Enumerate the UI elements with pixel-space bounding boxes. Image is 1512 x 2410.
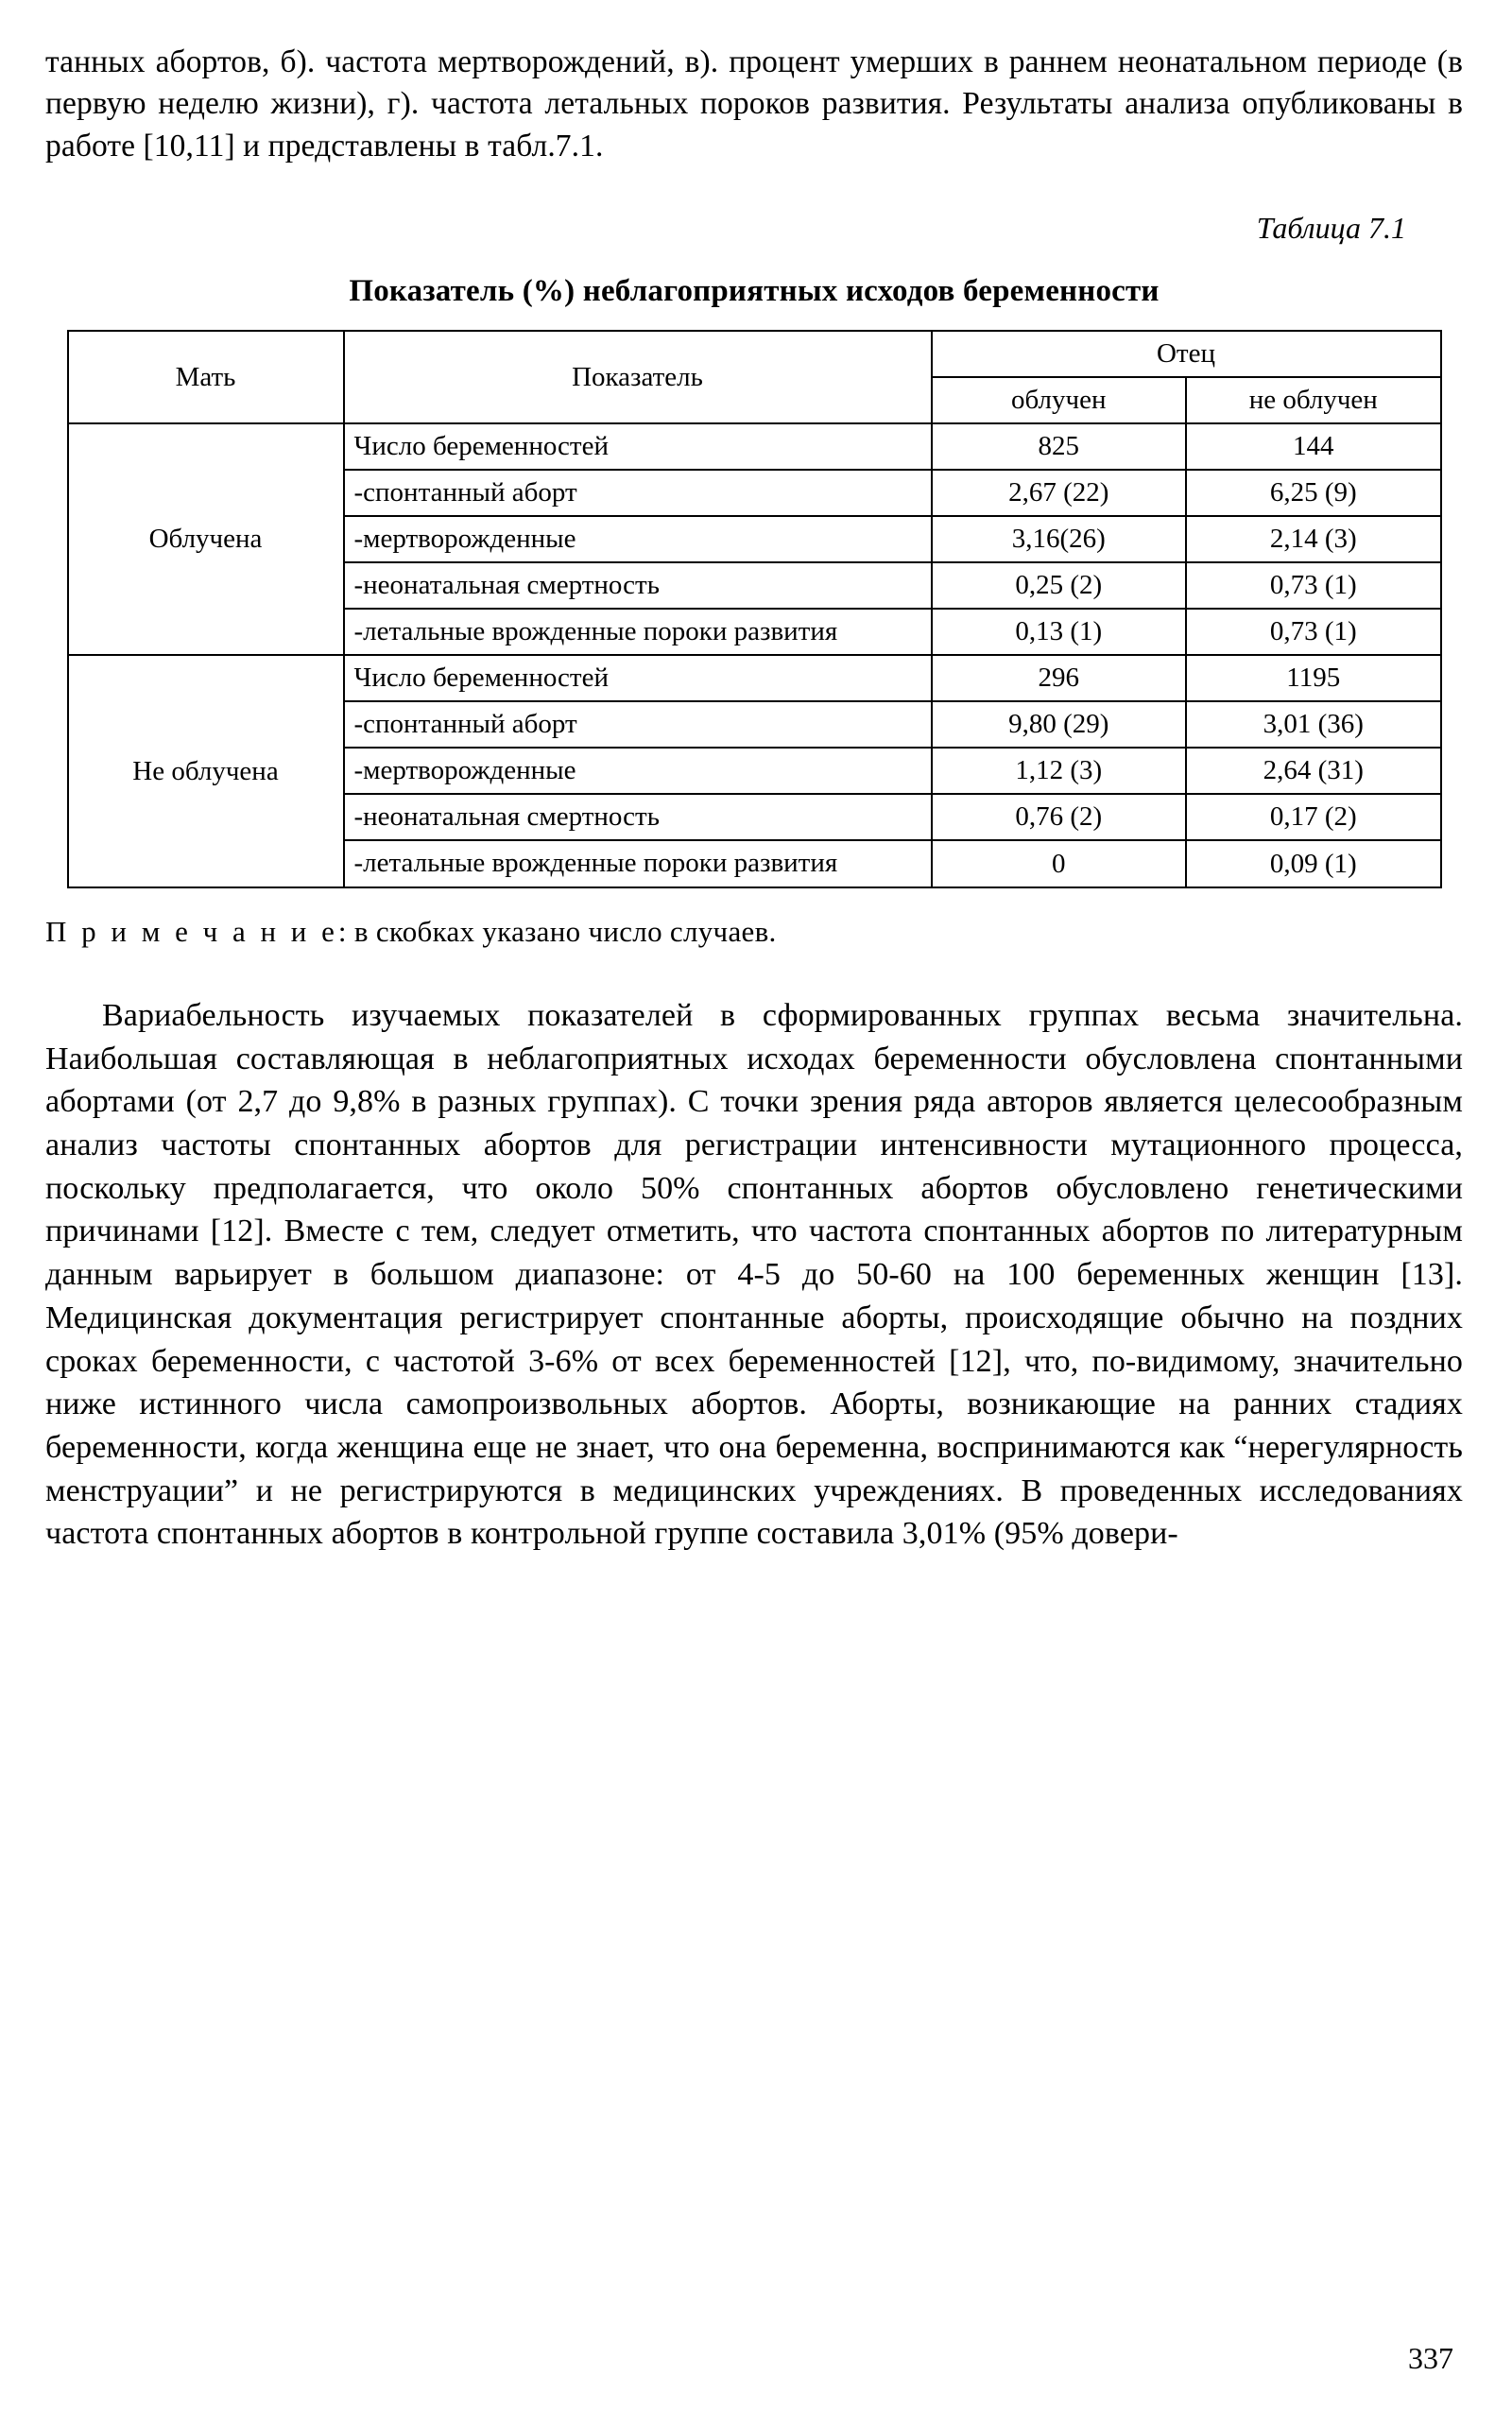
value-not-irradiated: 1195 — [1186, 655, 1441, 701]
value-not-irradiated: 2,64 (31) — [1186, 748, 1441, 794]
value-not-irradiated: 0,09 (1) — [1186, 840, 1441, 887]
value-not-irradiated: 144 — [1186, 423, 1441, 470]
indicator-cell: -мертворожденные — [344, 748, 932, 794]
body-paragraph: Вариабельность изучаемых показателей в сформированных группах весьма значительна. Наибольшая составляющая в неблагоприятных исходах беременности обусловлена спонтанными абортами (от 2,7 до 9,8% в разных группах). С точки зрения ряда авторов является целесообразным анализ частоты спонтанных абортов для регистрации интенсивности мутационного процесса, поскольку предполагается, что около 50% спонтанных абортов обусловлено генетическими причинами [12]. Вместе с тем, следует отметить, что частота спонтанных абортов по литературным данным варьирует в большом диапазоне: от 4-5 до 50-60 на 100 беременных женщин [13]. Медицинская документация регистрирует спонтанные аборты, происходящие обычно на поздних сроках беременности, с частотой 3-6% от всех беременностей [12], что, по-видимому, значительно ниже истинного числа самопроизвольных абортов. Аборты, возникающие на ранних стадиях беременности, когда женщина еще не знает, что она беременна, воспринимаются как “нерегулярность менструации” и не регистрируются в медицинских учреждениях. В проведенных исследованиях частота спонтанных абортов в контрольной группе составила 3,01% (95% довери- — [45, 997, 1463, 1552]
value-irradiated: 1,12 (3) — [932, 748, 1187, 794]
value-not-irradiated: 0,73 (1) — [1186, 562, 1441, 609]
indicator-cell: -летальные врожденные пороки развития — [344, 840, 932, 887]
table-number-label: Таблица 7.1 — [1256, 211, 1406, 246]
value-not-irradiated: 3,01 (36) — [1186, 701, 1441, 748]
table-head — [68, 331, 1441, 423]
value-not-irradiated: 2,14 (3) — [1186, 516, 1441, 562]
table-note — [45, 915, 1463, 949]
value-not-irradiated: 6,25 (9) — [1186, 470, 1441, 516]
indicator-cell: -неонатальная смертность — [344, 794, 932, 840]
table-row — [68, 655, 1441, 701]
table-body — [68, 423, 1441, 887]
table-title: Показатель (%) неблагоприятных исходов беременности — [349, 274, 1160, 309]
indicator-cell: -неонатальная смертность — [344, 562, 932, 609]
value-irradiated: 296 — [932, 655, 1187, 701]
value-irradiated: 3,16(26) — [932, 516, 1187, 562]
value-irradiated: 0,13 (1) — [932, 609, 1187, 655]
header-father-not-irradiated: не облучен — [1186, 377, 1441, 423]
group-label-irradiated-mother: Облучена — [68, 423, 344, 655]
value-irradiated: 0,25 (2) — [932, 562, 1187, 609]
value-not-irradiated: 0,17 (2) — [1186, 794, 1441, 840]
intro-block — [45, 42, 1463, 167]
table-header-row-1 — [68, 331, 1441, 377]
header-indicator: Показатель — [344, 331, 932, 423]
header-mother: Мать — [68, 331, 344, 423]
value-irradiated: 2,67 (22) — [932, 470, 1187, 516]
page-content — [45, 42, 1463, 1556]
note-prefix: П р и м е ч а н и е — [45, 914, 338, 948]
indicator-cell: -спонтанный аборт — [344, 701, 932, 748]
indicator-cell: Число беременностей — [344, 655, 932, 701]
value-irradiated: 825 — [932, 423, 1187, 470]
pregnancy-outcomes-table — [67, 330, 1442, 888]
indicator-cell: -летальные врожденные пороки развития — [344, 609, 932, 655]
value-not-irradiated: 0,73 (1) — [1186, 609, 1441, 655]
value-irradiated: 9,80 (29) — [932, 701, 1187, 748]
value-irradiated: 0,76 (2) — [932, 794, 1187, 840]
indicator-cell: -спонтанный аборт — [344, 470, 932, 516]
table-row — [68, 423, 1441, 470]
indicator-cell: -мертворожденные — [344, 516, 932, 562]
note-text: : в скобках указано число случаев. — [337, 914, 777, 948]
intro-paragraph: танных абортов, б). частота мертворождений, в). процент умерших в раннем неонатальном периоде (в первую неделю жизни), г). частота летальных пороков развития. Результаты анализа опубликованы в работе [10,11] и представлены в табл.7.1. — [45, 44, 1463, 164]
header-father-irradiated: облучен — [932, 377, 1187, 423]
page-number: 337 — [1408, 2341, 1453, 2375]
value-irradiated: 0 — [932, 840, 1187, 887]
header-father: Отец — [932, 331, 1441, 377]
body-text-block — [45, 994, 1463, 1556]
group-label-not-irradiated-mother: Не облучена — [68, 655, 344, 887]
indicator-cell: Число беременностей — [344, 423, 932, 470]
